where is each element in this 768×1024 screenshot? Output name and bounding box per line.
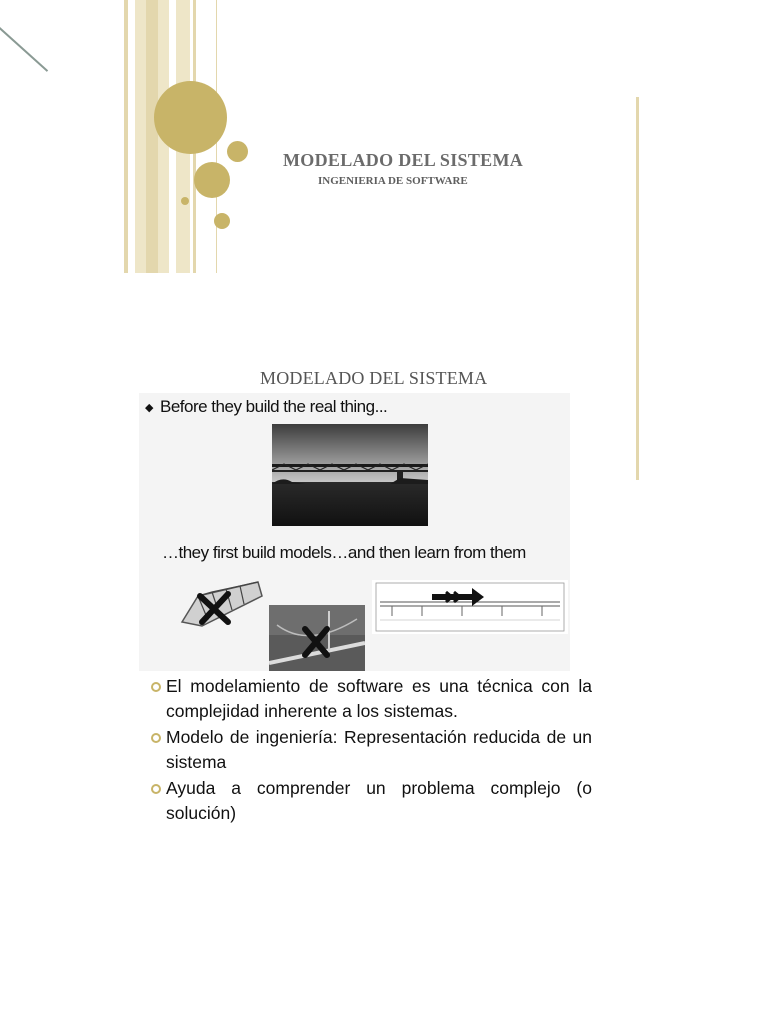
truss-model-photo [178, 576, 264, 632]
decorative-circle [214, 213, 230, 229]
list-item [150, 776, 592, 826]
list-item [150, 725, 592, 775]
list-item-text: Ayuda a comprender un problema complejo (o solución) [166, 778, 592, 823]
decorative-circle [227, 141, 248, 162]
suspension-model-photo [269, 605, 365, 671]
decorative-circle-large [154, 81, 227, 154]
slide-title: MODELADO DEL SISTEMA [260, 368, 488, 388]
ring-bullet-icon [151, 784, 161, 794]
slide-title: MODELADO DEL SISTEMA [283, 150, 524, 170]
diamond-bullet-icon: ◆ [145, 402, 154, 414]
decorative-stripe [146, 0, 158, 273]
engineering-drawing [372, 580, 568, 634]
ring-bullet-icon [151, 733, 161, 743]
decorative-vertical-line [636, 97, 639, 480]
slide-subtitle: INGENIERIA DE SOFTWARE [318, 175, 468, 187]
decorative-circle [194, 162, 230, 198]
bullet-list [150, 674, 592, 827]
list-item [150, 674, 592, 724]
illustration-caption: Before they build the real thing... [160, 397, 388, 416]
decorative-stripe [124, 0, 128, 273]
decorative-diagonal-line [0, 22, 48, 72]
ring-bullet-icon [151, 682, 161, 692]
decorative-circle [181, 197, 189, 205]
bridge-photo [272, 424, 428, 526]
list-item-text: El modelamiento de software es una técnica con la complejidad inherente a los sistemas. [166, 676, 592, 721]
list-item-text: Modelo de ingeniería: Representación reducida de un sistema [166, 727, 592, 772]
illustration-caption: …they first build models…and then learn from them [162, 543, 526, 562]
